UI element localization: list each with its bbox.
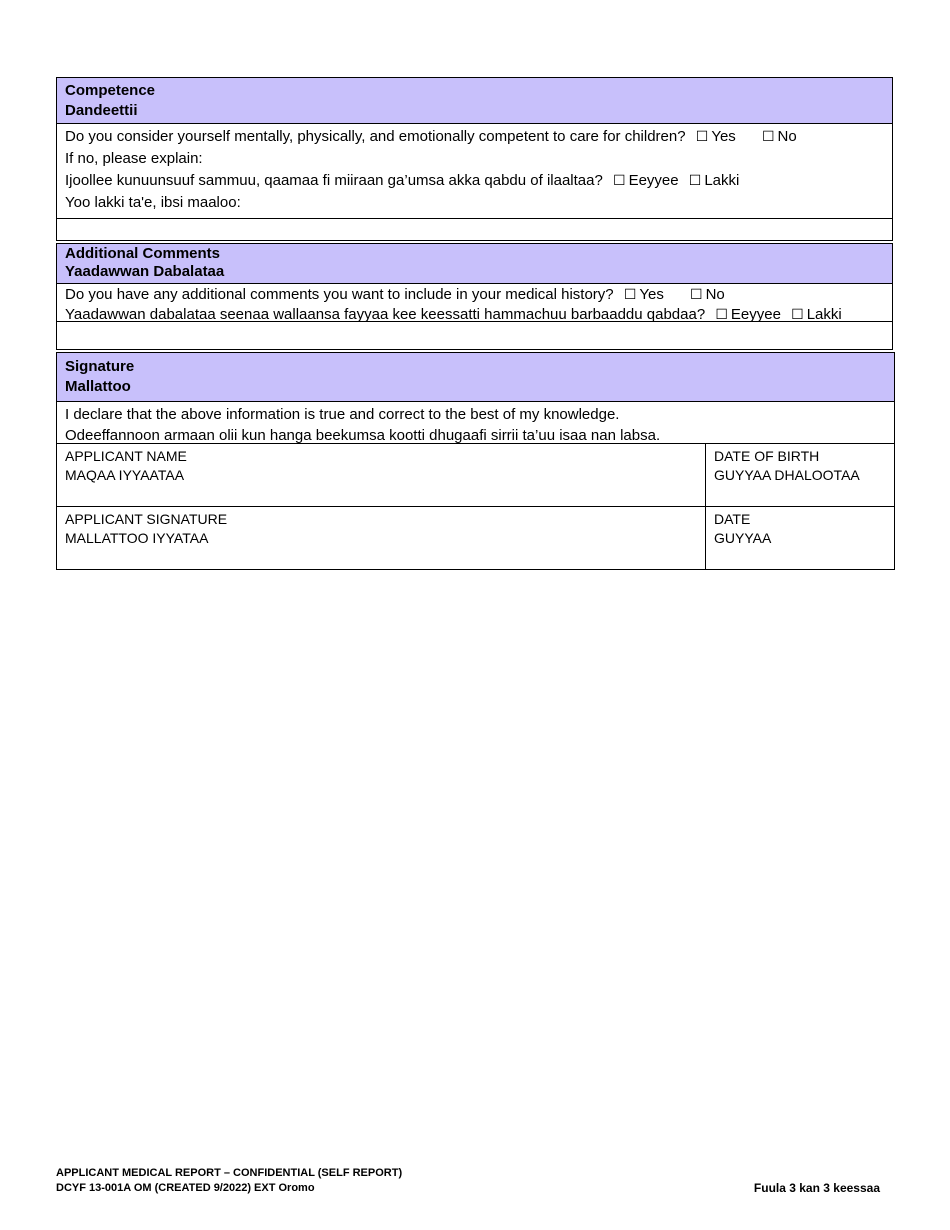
competence-no-checkbox[interactable]: ☐ No [761,128,797,145]
footer-form-info [56,1166,402,1196]
comments-title-en: Additional Comments [65,245,221,262]
comments-question-om: Yaadawwan dabalataa seenaa wallaansa fayyaa kee keessatti hammachuu barbaaddu qabdaa? ☐ Eeyyee ☐ Lakki [65,306,842,323]
applicant-signature-field[interactable]: APPLICANT SIGNATURE MALLATTOO IYYATAA [57,507,706,569]
competence-section [56,77,893,241]
competence-title-om: Dandeettii [65,102,138,119]
signature-declaration-om: Odeeffannoon armaan olii kun hanga beekumsa kootti dhugaafi sirrii ta’uu isaa nan labsa. [65,427,661,444]
date-of-birth-field[interactable]: DATE OF BIRTH GUYYAA DHALOOTAA [714,448,860,483]
competence-lakki-checkbox[interactable]: ☐ Lakki [688,172,740,189]
competence-eeyyee-checkbox[interactable]: ☐ Eeyyee [613,172,679,189]
competence-explain-om: Yoo lakki ta'e, ibsi maaloo: [65,194,241,211]
competence-header [57,78,892,124]
date-field[interactable]: DATE GUYYAA [714,511,772,546]
signature-row [57,506,894,569]
competence-question-om: Ijoollee kunuunsuuf sammuu, qaamaa fi miiraan ga’umsa akka qabdu of ilaaltaa? ☐ Eeyyee ☐ Lakki [65,170,884,192]
competence-yes-checkbox[interactable]: ☐ Yes [695,128,736,145]
comments-title-om: Yaadawwan Dabalataa [65,263,225,280]
signature-header [57,353,894,402]
footer-title: APPLICANT MEDICAL REPORT – CONFIDENTIAL (SELF REPORT) [56,1167,403,1179]
signature-section [56,352,895,444]
comments-header [57,244,892,284]
name-row [57,443,894,506]
comments-section [56,243,893,350]
applicant-name-field[interactable]: APPLICANT NAME MAQAA IYYAATAA [57,444,706,506]
competence-explain-en: If no, please explain: [65,150,203,167]
comments-eeyyee-checkbox[interactable]: ☐ Eeyyee [715,306,781,323]
signature-declaration-en: I declare that the above information is true and correct to the best of my knowledge. [65,406,620,423]
competence-title-en: Competence [65,82,156,99]
competence-explain-field[interactable] [57,218,892,241]
comments-yes-checkbox[interactable]: ☐ Yes [623,286,664,303]
signature-title-en: Signature [65,358,135,375]
comments-question-en: Do you have any additional comments you want to include in your medical history? ☐ Yes ☐ No [65,286,725,303]
comments-field[interactable] [57,321,892,350]
comments-lakki-checkbox[interactable]: ☐ Lakki [791,306,842,323]
footer-form-number: DCYF 13-001A OM (CREATED 9/2022) EXT Oromo [56,1182,315,1194]
signature-fields [56,443,895,570]
comments-no-checkbox[interactable]: ☐ No [690,286,725,303]
page-number: Fuula 3 kan 3 keessaa [753,1181,880,1195]
competence-question-en: Do you consider yourself mentally, physically, and emotionally competent to care for children? ☐ Yes ☐ No [65,126,884,148]
signature-title-om: Mallattoo [65,378,131,395]
